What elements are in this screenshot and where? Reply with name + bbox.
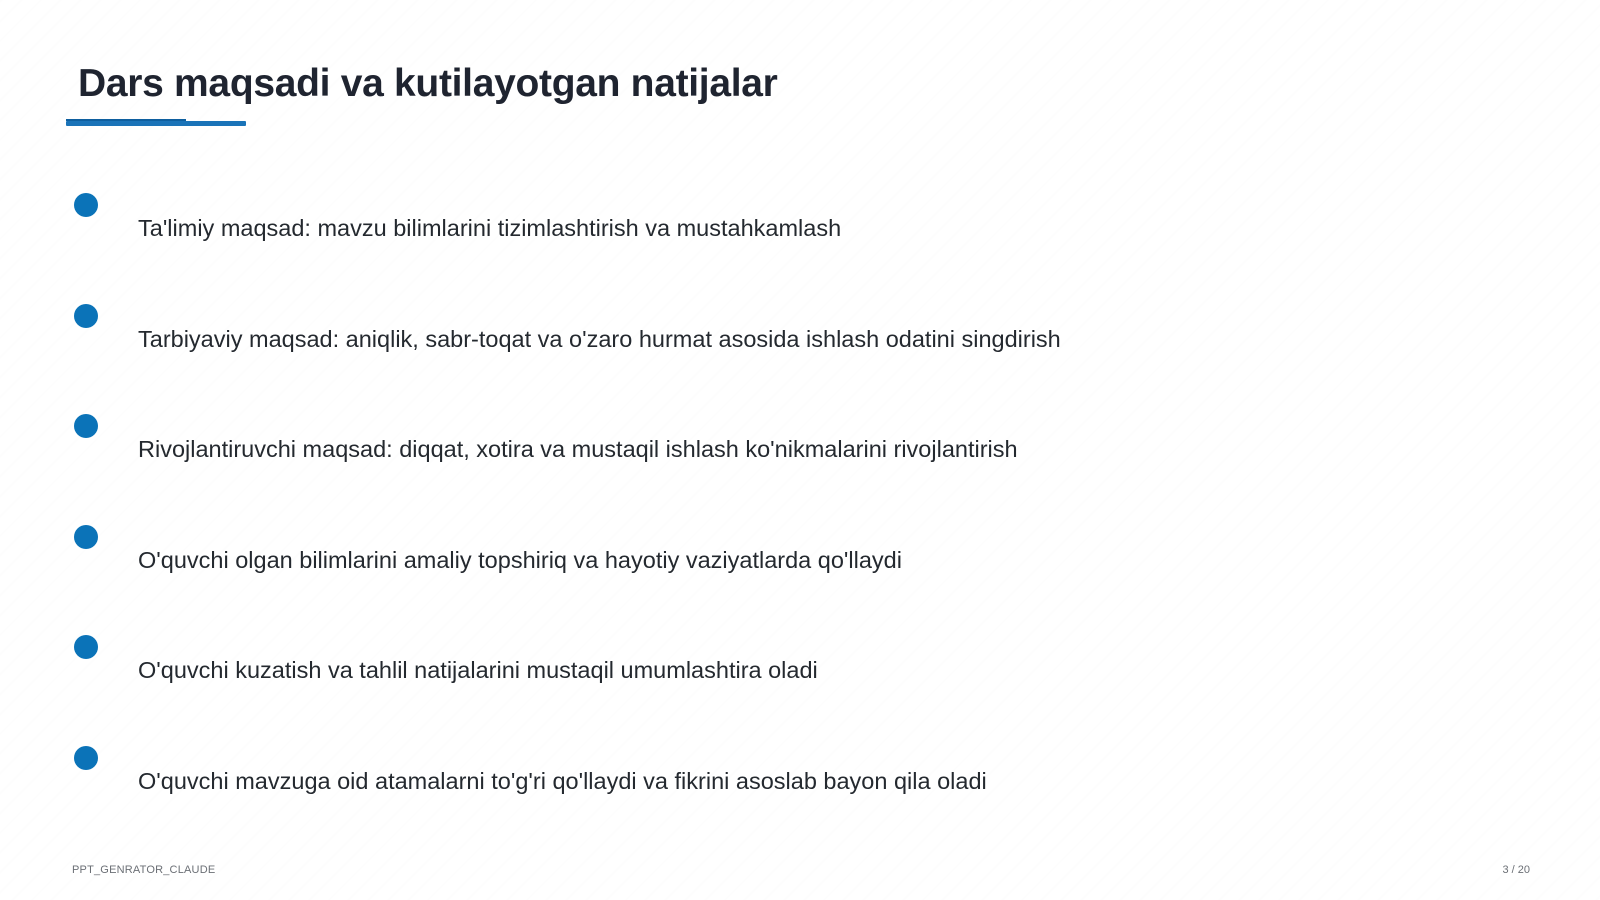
page-indicator: 3 / 20 bbox=[1502, 864, 1530, 876]
bullet-text: O'quvchi kuzatish va tahlil natijalarini mustaqil umumlashtira oladi bbox=[138, 657, 818, 683]
bullet-item bbox=[0, 746, 1400, 826]
title-underline-accent bbox=[66, 119, 186, 121]
bullet-text: O'quvchi olgan bilimlarini amaliy topshiriq va hayotiy vaziyatlarda qo'llaydi bbox=[138, 547, 902, 573]
title-underline bbox=[66, 121, 246, 126]
bullet-dot-icon bbox=[74, 746, 98, 770]
bullet-item bbox=[0, 304, 1400, 384]
bullet-dot-icon bbox=[74, 304, 98, 328]
bullet-dot-icon bbox=[74, 414, 98, 438]
slide-title: Dars maqsadi va kutilayotgan natijalar bbox=[78, 62, 778, 105]
bullet-text: O'quvchi mavzuga oid atamalarni to'g'ri qo'llaydi va fikrini asoslab bayon qila oladi bbox=[138, 768, 987, 794]
bullet-text: Tarbiyaviy maqsad: aniqlik, sabr-toqat va o'zaro hurmat asosida ishlash odatini singdirish bbox=[138, 326, 1061, 352]
bullet-item bbox=[0, 525, 1400, 605]
bullet-item bbox=[0, 193, 1400, 273]
bullet-item bbox=[0, 414, 1400, 494]
bullet-dot-icon bbox=[74, 635, 98, 659]
bullet-dot-icon bbox=[74, 525, 98, 549]
bullet-text: Ta'limiy maqsad: mavzu bilimlarini tizimlashtirish va mustahkamlash bbox=[138, 215, 842, 241]
bullet-text: Rivojlantiruvchi maqsad: diqqat, xotira va mustaqil ishlash ko'nikmalarini rivojlantirish bbox=[138, 436, 1018, 462]
footer-label: PPT_GENRATOR_CLAUDE bbox=[72, 864, 216, 876]
bullet-item bbox=[0, 635, 1400, 715]
bullet-dot-icon bbox=[74, 193, 98, 217]
